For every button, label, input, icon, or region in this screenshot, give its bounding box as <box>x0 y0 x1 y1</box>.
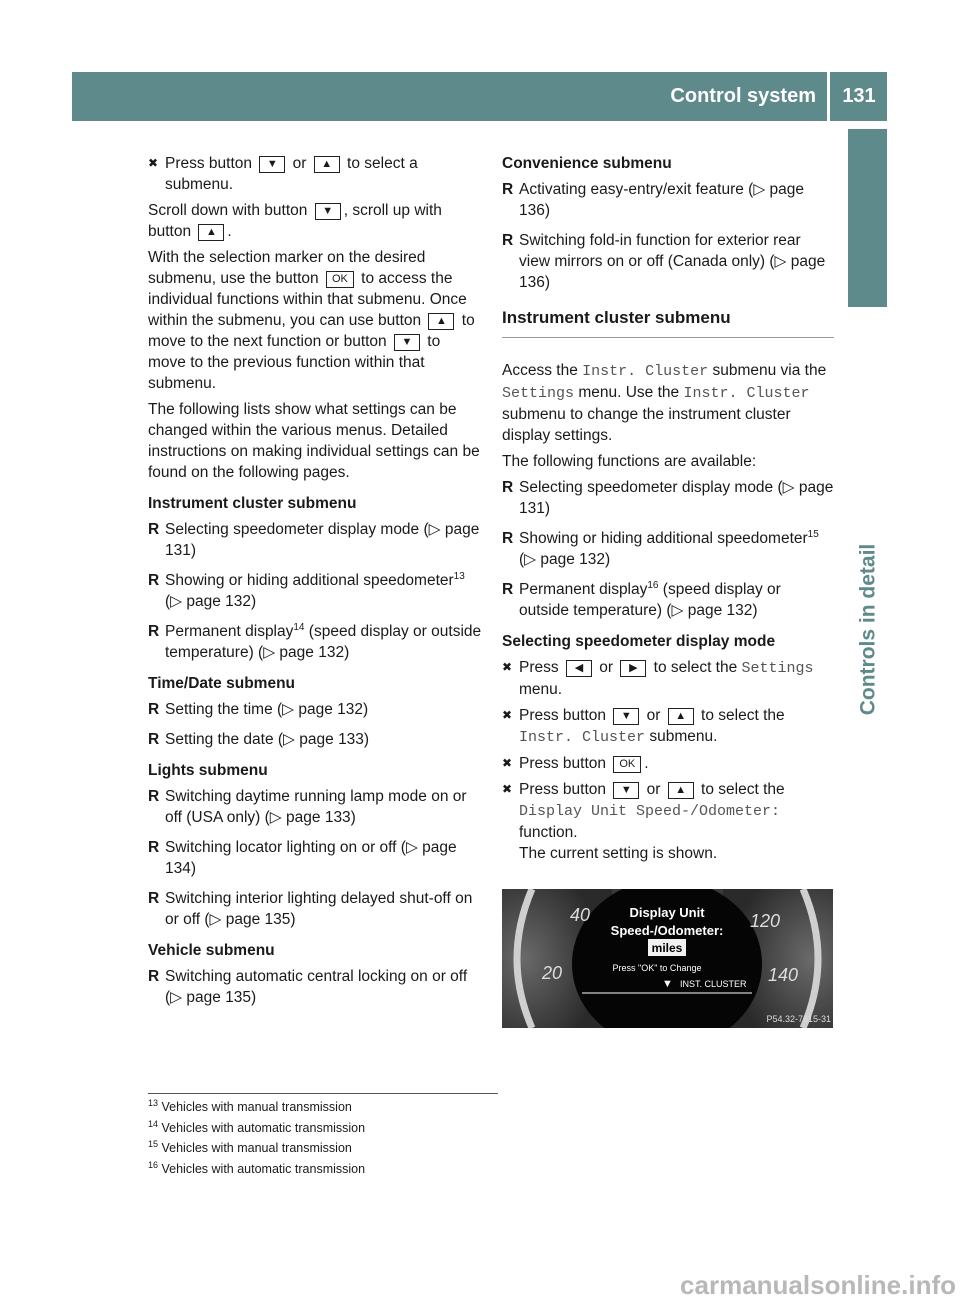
paragraph: The following lists show what settings can be changed within the various menus. Detailed instructions on making individual settings can be found on the following pages. <box>148 401 480 481</box>
down-key-icon: ▼ <box>259 156 285 173</box>
step: ✖ Press button ▼ or ▲ to select the Display Unit Speed-/Odometer: function. The current setting is shown. <box>502 781 785 862</box>
step: ✖ Press button ▼ or ▲ to select a submenu. <box>148 155 418 193</box>
left-key-icon: ◀ <box>566 660 592 677</box>
subheading: Instrument cluster submenu <box>148 495 357 512</box>
right-key-icon: ▶ <box>620 660 646 677</box>
list-item: R Permanent display$^{14}$ (speed display or outside temperature) (▷ page 132) <box>148 621 482 661</box>
cluster-illustration <box>502 889 833 1028</box>
left-column <box>148 153 482 1017</box>
down-key-icon: ▼ <box>613 708 639 725</box>
list-item: R Setting the time (▷ page 132) <box>148 701 369 718</box>
subheading: Convenience submenu <box>502 155 672 172</box>
gauge-label: 140 <box>768 965 799 985</box>
display-hint: Press "OK" to Change <box>612 963 702 973</box>
list-item: R Switching fold-in function for exterior rear view mirrors on or off (Canada only) (▷ page 136) <box>502 232 826 291</box>
gauge-label: 120 <box>750 911 781 931</box>
display-line1: Display Unit <box>629 905 705 920</box>
step: ✖ Press button OK . <box>502 755 649 772</box>
paragraph: With the selection marker on the desired submenu, use the button OK to access the individual functions within that submenu. Once within the submenu, you can use button ▲ to move to the next function or button ▼ to move to the previous function within that submenu. <box>148 249 475 392</box>
list-item: R Switching interior lighting delayed shut-off on or off (▷ page 135) <box>148 890 473 928</box>
side-label-text: Controls in detail <box>856 543 879 716</box>
ok-key-icon: OK <box>326 271 354 288</box>
section-heading: Instrument cluster submenu <box>502 307 834 338</box>
paragraph: The following functions are available: <box>502 453 757 470</box>
up-key-icon: ▲ <box>668 708 694 725</box>
subheading: Selecting speedometer display mode <box>502 633 776 650</box>
footnote: $^{15}$ Vehicles with manual transmission <box>148 1138 352 1155</box>
page-title: Control system <box>670 85 816 107</box>
down-key-icon: ▼ <box>613 782 639 799</box>
up-key-icon: ▲ <box>668 782 694 799</box>
step-marker-icon: ✖ <box>502 756 513 770</box>
right-column <box>502 153 834 869</box>
paragraph: Scroll down with button ▼ , scroll up with button ▲ . <box>148 202 442 240</box>
paragraph: Access the Instr. Cluster submenu via the Settings menu. Use the Instr. Cluster submenu to change the instrument cluster display settings. <box>502 362 827 444</box>
side-tab <box>848 129 887 307</box>
list-item: R Selecting speedometer display mode (▷ page 131) <box>148 521 480 559</box>
header <box>588 80 888 112</box>
side-label <box>848 330 887 716</box>
step: ✖ Press button ▼ or ▲ to select the Instr. Cluster submenu. <box>502 707 785 746</box>
header-separator <box>827 72 830 121</box>
display-nav: INST. CLUSTER <box>680 979 747 989</box>
page-number: 131 <box>842 85 876 107</box>
list-item: R Setting the date (▷ page 133) <box>148 731 370 748</box>
display-line2: Speed-/Odometer: <box>610 923 724 938</box>
instrument-cluster-image <box>502 889 833 1028</box>
subheading: Time/Date submenu <box>148 675 296 692</box>
list-item: R Showing or hiding additional speedometer$^{15}$ (▷ page 132) <box>502 528 819 568</box>
list-item: R Selecting speedometer display mode (▷ page 131) <box>502 479 834 517</box>
subheading: Lights submenu <box>148 762 268 779</box>
display-value: miles <box>651 941 683 955</box>
footnote: $^{13}$ Vehicles with manual transmission <box>148 1097 352 1114</box>
down-triangle-icon: ▼ <box>662 978 673 990</box>
up-key-icon: ▲ <box>198 224 224 241</box>
footnote: $^{14}$ Vehicles with automatic transmission <box>148 1118 366 1135</box>
footnote: $^{16}$ Vehicles with automatic transmission <box>148 1159 366 1176</box>
step-marker-icon: ✖ <box>502 782 513 796</box>
down-key-icon: ▼ <box>315 203 341 220</box>
list-item: R Switching locator lighting on or off (▷ page 134) <box>148 839 457 877</box>
gauge-label: 20 <box>542 963 563 983</box>
down-key-icon: ▼ <box>394 334 420 351</box>
image-code: P54.32-7615-31 <box>766 1014 831 1024</box>
list-item: R Showing or hiding additional speedometer$^{13}$ (▷ page 132) <box>148 570 465 610</box>
step: ✖ Press ◀ or ▶ to select the Settings menu. <box>502 659 814 698</box>
up-key-icon: ▲ <box>428 313 454 330</box>
gauge-label: 40 <box>570 905 591 925</box>
step-marker-icon: ✖ <box>148 156 159 170</box>
watermark: carmanualsonline.info <box>680 1270 956 1300</box>
list-item: R Switching daytime running lamp mode on or off (USA only) (▷ page 133) <box>148 788 467 826</box>
list-item: R Switching automatic central locking on or off (▷ page 135) <box>148 968 468 1006</box>
step-marker-icon: ✖ <box>502 708 513 722</box>
subheading: Vehicle submenu <box>148 942 275 959</box>
list-item: R Activating easy-entry/exit feature (▷ page 136) <box>502 181 805 219</box>
step-marker-icon: ✖ <box>502 660 513 674</box>
ok-key-icon: OK <box>613 756 641 773</box>
footnotes <box>148 1093 498 1179</box>
up-key-icon: ▲ <box>314 156 340 173</box>
list-item: R Permanent display$^{16}$ (speed display or outside temperature) (▷ page 132) <box>502 579 781 619</box>
